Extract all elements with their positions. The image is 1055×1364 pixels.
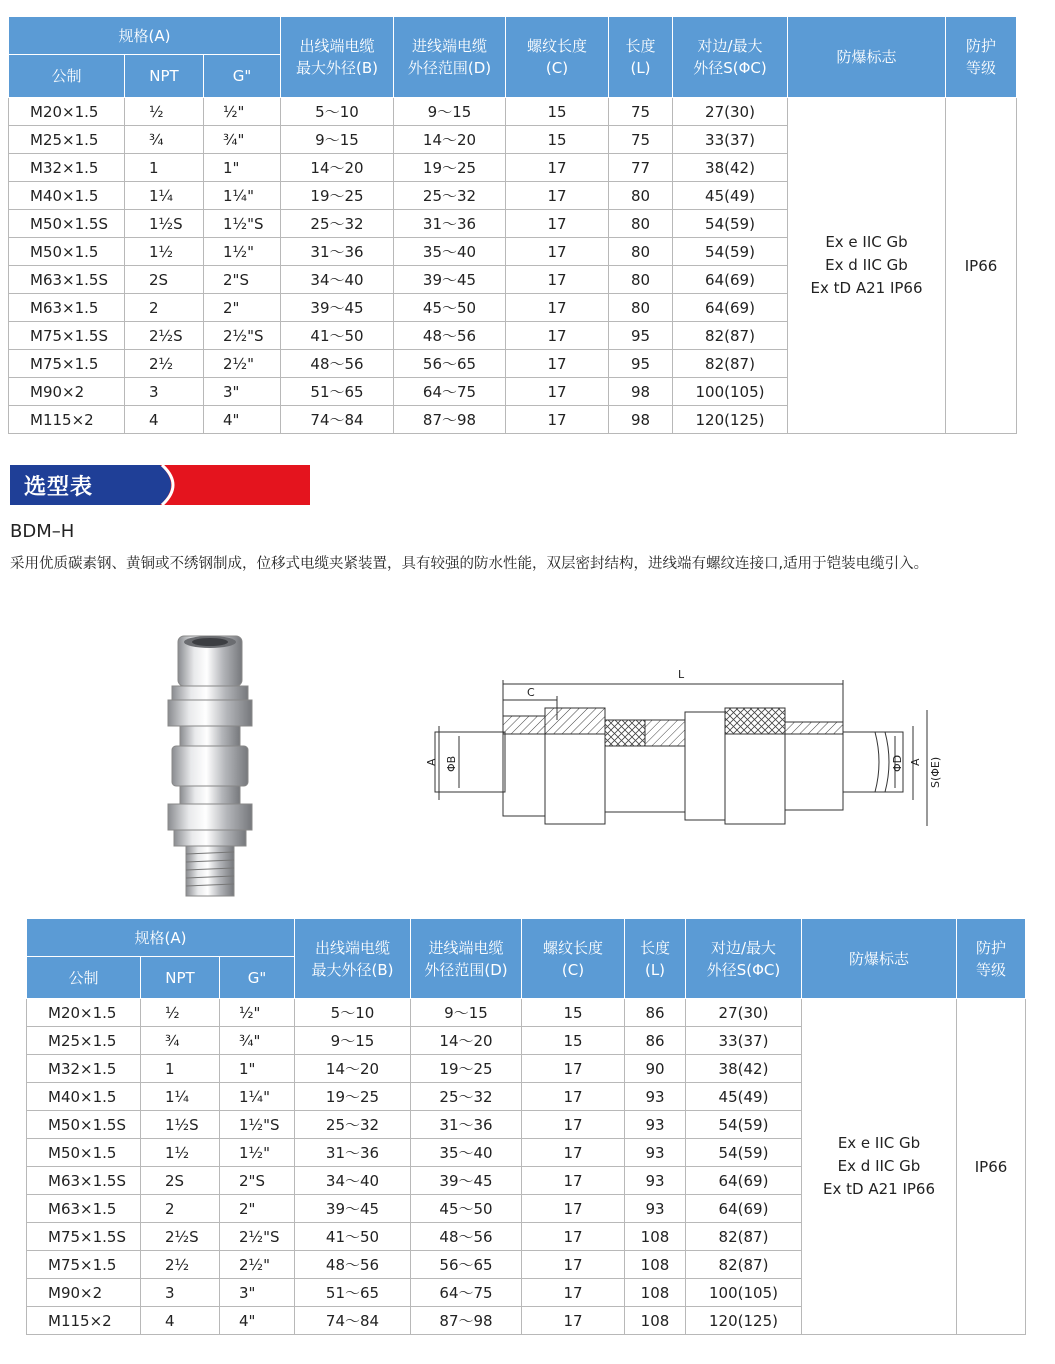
metric-cell: M25×1.5	[27, 1027, 141, 1055]
metric-cell: M40×1.5	[9, 182, 125, 210]
inlet-range-cell: 48～56	[394, 322, 506, 350]
g-thread-cell: 1½"S	[220, 1111, 295, 1139]
inlet-range-cell: 14～20	[411, 1027, 522, 1055]
inlet-range-cell: 64～75	[411, 1279, 522, 1307]
flat-diameter-cell: 54(59)	[673, 238, 788, 266]
length-cell: 108	[625, 1307, 686, 1335]
metric-cell: M90×2	[27, 1279, 141, 1307]
metric-cell: M50×1.5	[27, 1139, 141, 1167]
flat-diameter-cell: 38(42)	[686, 1055, 802, 1083]
npt-cell: ¾	[141, 1027, 220, 1055]
npt-cell: 1	[141, 1055, 220, 1083]
flat-diameter-cell: 120(125)	[686, 1307, 802, 1335]
metric-cell: M115×2	[27, 1307, 141, 1335]
g-thread-cell: ½"	[220, 999, 295, 1027]
thread-length-cell: 15	[522, 999, 625, 1027]
inlet-range-cell: 87～98	[411, 1307, 522, 1335]
length-cell: 95	[609, 350, 673, 378]
g-thread-cell: 3"	[220, 1279, 295, 1307]
npt-cell: 3	[141, 1279, 220, 1307]
length-cell: 108	[625, 1223, 686, 1251]
metric-cell: M90×2	[9, 378, 125, 406]
metric-cell: M63×1.5	[9, 294, 125, 322]
thread-length-cell: 15	[506, 98, 609, 126]
length-cell: 93	[625, 1195, 686, 1223]
metric-cell: M63×1.5S	[27, 1167, 141, 1195]
metric-cell: M40×1.5	[27, 1083, 141, 1111]
dimension-drawing	[415, 660, 945, 840]
thread-length-cell: 17	[506, 154, 609, 182]
flat-diameter-cell: 27(30)	[673, 98, 788, 126]
length-cell: 98	[609, 378, 673, 406]
flat-diameter-cell: 45(49)	[686, 1083, 802, 1111]
metric-cell: M32×1.5	[27, 1055, 141, 1083]
flat-diameter-cell: 82(87)	[673, 350, 788, 378]
flat-diameter-cell: 45(49)	[673, 182, 788, 210]
g-thread-cell: 1"	[220, 1055, 295, 1083]
outlet-header: 出线端电缆 最大外径(B)	[295, 919, 411, 999]
metric-cell: M25×1.5	[9, 126, 125, 154]
g-header: G"	[204, 55, 281, 98]
length-cell: 86	[625, 999, 686, 1027]
flat-diameter-cell: 100(105)	[686, 1279, 802, 1307]
flat-diameter-cell: 64(69)	[686, 1167, 802, 1195]
dim-label-phi-d: ΦD	[891, 754, 904, 772]
metric-cell: M50×1.5S	[27, 1111, 141, 1139]
thread-length-cell: 17	[522, 1195, 625, 1223]
npt-cell: 1	[125, 154, 204, 182]
npt-cell: ½	[141, 999, 220, 1027]
table-row	[27, 999, 1026, 1027]
inlet-header: 进线端电缆 外径范围(D)	[411, 919, 522, 999]
spec-table-2-body	[27, 999, 1026, 1335]
g-header: G"	[220, 957, 295, 999]
outlet-diameter-cell: 19～25	[281, 182, 394, 210]
outlet-header: 出线端电缆 最大外径(B)	[281, 17, 394, 98]
npt-cell: 1½S	[125, 210, 204, 238]
thread-length-cell: 17	[506, 322, 609, 350]
explosion-mark-cell	[788, 98, 946, 434]
metric-cell: M115×2	[9, 406, 125, 434]
outlet-diameter-cell: 41～50	[295, 1223, 411, 1251]
npt-cell: 2½S	[125, 322, 204, 350]
thread-length-cell: 17	[506, 266, 609, 294]
thread-length-cell: 17	[506, 378, 609, 406]
flat-diameter-cell: 54(59)	[686, 1111, 802, 1139]
product-description: 采用优质碳素钢、黄铜或不绣钢制成，位移式电缆夹紧装置，具有较强的防水性能，双层密封结构，进线端有螺纹连接口,适用于铠装电缆引入。	[10, 556, 929, 572]
g-thread-cell: 2"S	[204, 266, 281, 294]
length-cell: 75	[609, 98, 673, 126]
npt-cell: 4	[141, 1307, 220, 1335]
npt-cell: 2½S	[141, 1223, 220, 1251]
inlet-range-cell: 87～98	[394, 406, 506, 434]
inlet-range-cell: 39～45	[394, 266, 506, 294]
thread-length-cell: 17	[506, 210, 609, 238]
inlet-range-cell: 56～65	[411, 1251, 522, 1279]
npt-header: NPT	[141, 957, 220, 999]
metric-cell: M63×1.5S	[9, 266, 125, 294]
explosion-mark: Ex d IIC Gb	[837, 1157, 921, 1175]
protection-cell: IP66	[957, 999, 1026, 1335]
g-thread-cell: 2"	[204, 294, 281, 322]
dim-label-a-right: A	[909, 758, 922, 766]
length-cell: 93	[625, 1083, 686, 1111]
inlet-range-cell: 45～50	[411, 1195, 522, 1223]
npt-header: NPT	[125, 55, 204, 98]
npt-cell: 4	[125, 406, 204, 434]
g-thread-cell: 2½"S	[204, 322, 281, 350]
g-thread-cell: 4"	[204, 406, 281, 434]
outlet-diameter-cell: 39～45	[281, 294, 394, 322]
explosion-mark: Ex e IIC Gb	[825, 233, 908, 251]
length-cell: 80	[609, 266, 673, 294]
flat-diameter-cell: 64(69)	[673, 294, 788, 322]
g-thread-cell: ¾"	[220, 1027, 295, 1055]
inlet-range-cell: 39～45	[411, 1167, 522, 1195]
length-header: 长度 (L)	[609, 17, 673, 98]
outlet-diameter-cell: 39～45	[295, 1195, 411, 1223]
npt-cell: 2S	[125, 266, 204, 294]
g-thread-cell: 1¼"	[204, 182, 281, 210]
metric-cell: M75×1.5S	[9, 322, 125, 350]
inlet-range-cell: 9～15	[394, 98, 506, 126]
explosion-mark: Ex e IIC Gb	[837, 1134, 921, 1152]
outlet-diameter-cell: 5～10	[281, 98, 394, 126]
g-thread-cell: 1½"	[204, 238, 281, 266]
length-cell: 108	[625, 1279, 686, 1307]
explosion-mark: Ex tD A21 IP66	[823, 1180, 935, 1198]
metric-header: 公制	[27, 957, 141, 999]
flat-diameter-header: 对边/最大 外径S(ΦC)	[673, 17, 788, 98]
length-cell: 77	[609, 154, 673, 182]
flat-diameter-cell: 64(69)	[673, 266, 788, 294]
g-thread-cell: 3"	[204, 378, 281, 406]
g-thread-cell: 4"	[220, 1307, 295, 1335]
metric-cell: M32×1.5	[9, 154, 125, 182]
npt-cell: 2½	[125, 350, 204, 378]
outlet-diameter-cell: 25～32	[281, 210, 394, 238]
length-cell: 80	[609, 210, 673, 238]
inlet-range-cell: 35～40	[394, 238, 506, 266]
length-cell: 90	[625, 1055, 686, 1083]
thread-length-cell: 17	[506, 182, 609, 210]
flat-diameter-cell: 33(37)	[686, 1027, 802, 1055]
flat-diameter-header: 对边/最大 外径S(ΦC)	[686, 919, 802, 999]
length-cell: 75	[609, 126, 673, 154]
metric-cell: M75×1.5	[9, 350, 125, 378]
outlet-diameter-cell: 34～40	[281, 266, 394, 294]
npt-cell: 1¼	[125, 182, 204, 210]
metric-cell: M75×1.5	[27, 1251, 141, 1279]
spec-table-1	[8, 16, 1017, 434]
cable-gland-photo	[160, 632, 260, 902]
length-header: 长度 (L)	[625, 919, 686, 999]
outlet-diameter-cell: 34～40	[295, 1167, 411, 1195]
outlet-diameter-cell: 74～84	[281, 406, 394, 434]
spec-group-header: 规格(A)	[9, 17, 281, 55]
thread-length-cell: 15	[522, 1027, 625, 1055]
length-cell: 93	[625, 1139, 686, 1167]
inlet-range-cell: 14～20	[394, 126, 506, 154]
flat-diameter-cell: 54(59)	[673, 210, 788, 238]
outlet-diameter-cell: 51～65	[281, 378, 394, 406]
npt-cell: 2½	[141, 1251, 220, 1279]
g-thread-cell: 2"	[220, 1195, 295, 1223]
metric-cell: M50×1.5S	[9, 210, 125, 238]
g-thread-cell: 2"S	[220, 1167, 295, 1195]
npt-cell: 2	[141, 1195, 220, 1223]
inlet-range-cell: 31～36	[394, 210, 506, 238]
protection-cell: IP66	[946, 98, 1017, 434]
g-thread-cell: ¾"	[204, 126, 281, 154]
metric-cell: M20×1.5	[27, 999, 141, 1027]
inlet-range-cell: 19～25	[394, 154, 506, 182]
length-cell: 86	[625, 1027, 686, 1055]
length-cell: 98	[609, 406, 673, 434]
flat-diameter-cell: 100(105)	[673, 378, 788, 406]
thread-length-cell: 17	[506, 238, 609, 266]
g-thread-cell: 1½"	[220, 1139, 295, 1167]
length-cell: 108	[625, 1251, 686, 1279]
length-cell: 93	[625, 1167, 686, 1195]
outlet-diameter-cell: 31～36	[281, 238, 394, 266]
inlet-range-cell: 64～75	[394, 378, 506, 406]
thread-length-cell: 17	[522, 1223, 625, 1251]
flat-diameter-cell: 38(42)	[673, 154, 788, 182]
inlet-header: 进线端电缆 外径范围(D)	[394, 17, 506, 98]
thread-length-header: 螺纹长度 (C)	[506, 17, 609, 98]
npt-cell: 1½S	[141, 1111, 220, 1139]
outlet-diameter-cell: 14～20	[295, 1055, 411, 1083]
npt-cell: 3	[125, 378, 204, 406]
outlet-diameter-cell: 9～15	[295, 1027, 411, 1055]
outlet-diameter-cell: 41～50	[281, 322, 394, 350]
dim-label-c: C	[527, 686, 535, 699]
protection-header: 防护 等级	[957, 919, 1026, 999]
inlet-range-cell: 19～25	[411, 1055, 522, 1083]
thread-length-cell: 17	[522, 1083, 625, 1111]
spec-table-2	[26, 918, 1026, 1335]
thread-length-cell: 17	[522, 1167, 625, 1195]
outlet-diameter-cell: 31～36	[295, 1139, 411, 1167]
npt-cell: ½	[125, 98, 204, 126]
thread-length-cell: 17	[506, 406, 609, 434]
explosion-header: 防爆标志	[788, 17, 946, 98]
inlet-range-cell: 31～36	[411, 1111, 522, 1139]
metric-cell: M50×1.5	[9, 238, 125, 266]
length-cell: 80	[609, 238, 673, 266]
g-thread-cell: 1¼"	[220, 1083, 295, 1111]
inlet-range-cell: 25～32	[394, 182, 506, 210]
flat-diameter-cell: 33(37)	[673, 126, 788, 154]
flat-diameter-cell: 120(125)	[673, 406, 788, 434]
dim-label-phi-b: ΦB	[445, 755, 458, 772]
dim-label-l: L	[678, 668, 685, 681]
explosion-mark-cell	[802, 999, 957, 1335]
outlet-diameter-cell: 19～25	[295, 1083, 411, 1111]
thread-length-header: 螺纹长度 (C)	[522, 919, 625, 999]
length-cell: 93	[625, 1111, 686, 1139]
flat-diameter-cell: 82(87)	[686, 1251, 802, 1279]
outlet-diameter-cell: 25～32	[295, 1111, 411, 1139]
inlet-range-cell: 48～56	[411, 1223, 522, 1251]
spec-group-header: 规格(A)	[27, 919, 295, 957]
explosion-mark: Ex d IIC Gb	[825, 256, 908, 274]
thread-length-cell: 17	[522, 1055, 625, 1083]
g-thread-cell: 2½"	[204, 350, 281, 378]
flat-diameter-cell: 64(69)	[686, 1195, 802, 1223]
thread-length-cell: 17	[506, 350, 609, 378]
flat-diameter-cell: 54(59)	[686, 1139, 802, 1167]
npt-cell: 2	[125, 294, 204, 322]
thread-length-cell: 17	[522, 1251, 625, 1279]
thread-length-cell: 17	[506, 294, 609, 322]
explosion-mark: Ex tD A21 IP66	[810, 279, 923, 297]
dim-label-a-left: A	[425, 758, 438, 766]
g-thread-cell: 1"	[204, 154, 281, 182]
npt-cell: ¾	[125, 126, 204, 154]
g-thread-cell: 2½"	[220, 1251, 295, 1279]
npt-cell: 1½	[125, 238, 204, 266]
protection-header: 防护 等级	[946, 17, 1017, 98]
thread-length-cell: 17	[522, 1307, 625, 1335]
length-cell: 80	[609, 182, 673, 210]
section-title: 选型表	[24, 475, 94, 500]
inlet-range-cell: 9～15	[411, 999, 522, 1027]
explosion-header: 防爆标志	[802, 919, 957, 999]
outlet-diameter-cell: 9～15	[281, 126, 394, 154]
metric-cell: M63×1.5	[27, 1195, 141, 1223]
metric-cell: M20×1.5	[9, 98, 125, 126]
thread-length-cell: 17	[522, 1279, 625, 1307]
thread-length-cell: 15	[506, 126, 609, 154]
outlet-diameter-cell: 51～65	[295, 1279, 411, 1307]
inlet-range-cell: 25～32	[411, 1083, 522, 1111]
inlet-range-cell: 45～50	[394, 294, 506, 322]
thread-length-cell: 17	[522, 1139, 625, 1167]
flat-diameter-cell: 82(87)	[673, 322, 788, 350]
outlet-diameter-cell: 74～84	[295, 1307, 411, 1335]
outlet-diameter-cell: 5～10	[295, 999, 411, 1027]
g-thread-cell: 1½"S	[204, 210, 281, 238]
inlet-range-cell: 35～40	[411, 1139, 522, 1167]
metric-header: 公制	[9, 55, 125, 98]
npt-cell: 1½	[141, 1139, 220, 1167]
npt-cell: 2S	[141, 1167, 220, 1195]
g-thread-cell: 2½"S	[220, 1223, 295, 1251]
flat-diameter-cell: 82(87)	[686, 1223, 802, 1251]
g-thread-cell: ½"	[204, 98, 281, 126]
flat-diameter-cell: 27(30)	[686, 999, 802, 1027]
spec-table-1-body	[9, 98, 1017, 434]
outlet-diameter-cell: 48～56	[295, 1251, 411, 1279]
length-cell: 95	[609, 322, 673, 350]
thread-length-cell: 17	[522, 1111, 625, 1139]
inlet-range-cell: 56～65	[394, 350, 506, 378]
outlet-diameter-cell: 48～56	[281, 350, 394, 378]
metric-cell: M75×1.5S	[27, 1223, 141, 1251]
product-model: BDM–H	[10, 521, 75, 542]
length-cell: 80	[609, 294, 673, 322]
outlet-diameter-cell: 14～20	[281, 154, 394, 182]
npt-cell: 1¼	[141, 1083, 220, 1111]
table-row	[9, 98, 1017, 126]
dim-label-s: S(ΦE)	[929, 756, 942, 788]
